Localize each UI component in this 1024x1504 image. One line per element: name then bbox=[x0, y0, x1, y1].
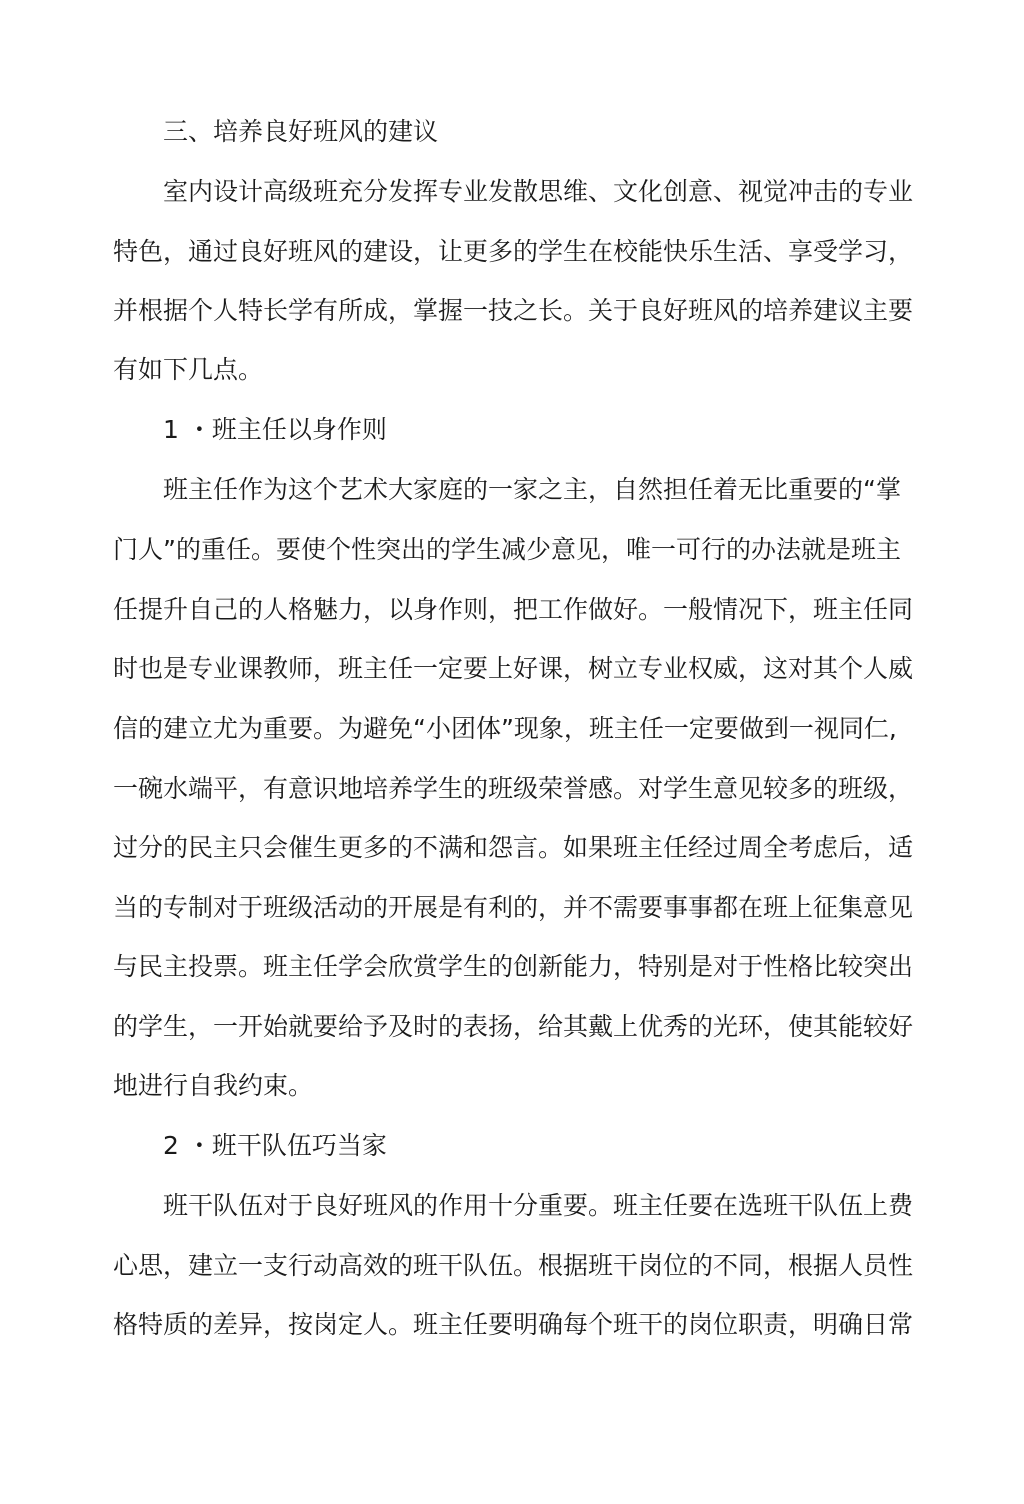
subheading: 1 ・班主任以身作则 bbox=[163, 415, 387, 444]
paragraph-line: 室内设计高级班充分发挥专业发散思维、文化创意、视觉冲击的专业 bbox=[163, 177, 914, 206]
paragraph-line: 班干队伍对于良好班风的作用十分重要。班主任要在选班干队伍上费 bbox=[163, 1191, 914, 1220]
paragraph-line: 地进行自我约束。 bbox=[113, 1071, 314, 1100]
paragraph-line: 任提升自己的人格魅力，以身作则，把工作做好。一般情况下，班主任同 bbox=[113, 595, 914, 624]
section-heading: 三、培养良好班风的建议 bbox=[163, 117, 439, 146]
paragraph-line: 一碗水端平，有意识地培养学生的班级荣誉感。对学生意见较多的班级， bbox=[113, 774, 914, 803]
paragraph-line: 格特质的差异，按岗定人。班主任要明确每个班干的岗位职责，明确日常 bbox=[113, 1310, 914, 1339]
paragraph-line: 班主任作为这个艺术大家庭的一家之主，自然担任着无比重要的“掌 bbox=[163, 475, 901, 504]
paragraph-line: 与民主投票。班主任学会欣赏学生的创新能力，特别是对于性格比较突出 bbox=[113, 952, 914, 981]
paragraph-line: 当的专制对于班级活动的开展是有利的，并不需要事事都在班上征集意见 bbox=[113, 893, 914, 922]
paragraph-line: 信的建立尤为重要。为避免“小团体”现象，班主任一定要做到一视同仁, bbox=[113, 714, 897, 743]
paragraph-line: 过分的民主只会催生更多的不满和怨言。如果班主任经过周全考虑后，适 bbox=[113, 833, 914, 862]
paragraph-line: 有如下几点。 bbox=[113, 355, 264, 384]
paragraph-line: 心思，建立一支行动高效的班干队伍。根据班干岗位的不同，根据人员性 bbox=[113, 1251, 914, 1280]
paragraph-line: 并根据个人特长学有所成，掌握一技之长。关于良好班风的培养建议主要 bbox=[113, 296, 914, 325]
paragraph-line: 的学生，一开始就要给予及时的表扬，给其戴上优秀的光环，使其能较好 bbox=[113, 1012, 914, 1041]
paragraph-line: 门人”的重任。要使个性突出的学生减少意见，唯一可行的办法就是班主 bbox=[113, 535, 901, 564]
paragraph-line: 特色，通过良好班风的建设，让更多的学生在校能快乐生活、享受学习， bbox=[113, 237, 914, 266]
subheading: 2 ・班干队伍巧当家 bbox=[163, 1131, 387, 1160]
paragraph-line: 时也是专业课教师，班主任一定要上好课，树立专业权威，这对其个人威 bbox=[113, 654, 914, 683]
